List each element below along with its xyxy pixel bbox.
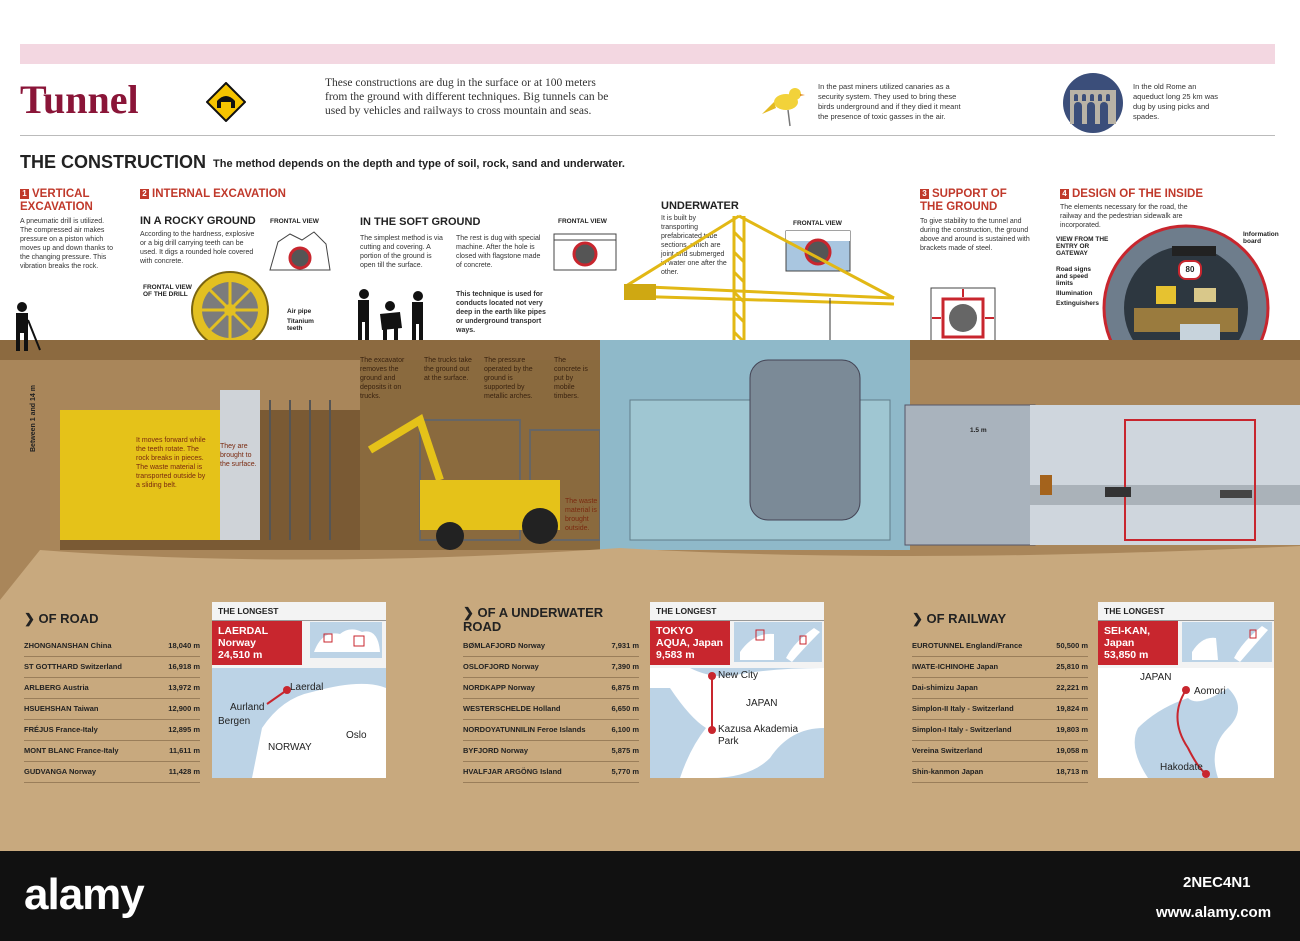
illumination-label: Illumination [1056,290,1093,297]
drill-view-label: FRONTAL VIEW OF THE DRILL [143,284,192,298]
underwater-frontal-label: FRONTAL VIEW [793,220,842,227]
image-id: 2NEC4N1 [1183,874,1251,891]
table-row: NORDOYATUNNILIN Feroe Islands 6,100 m [463,720,639,741]
map-label: New City [718,670,759,681]
pressure-label: The pressure operated by the ground is supported by metallic arches. [484,357,533,400]
step-support [920,188,1030,253]
table-row: Simplon-I Italy - Switzerland 19,803 m [912,720,1088,741]
table-row: HSUEHSHAN Taiwan 12,900 m [24,699,200,720]
soft-text-2: The rest is dug with special machine. After the hole is closed with flagstone made of concrete. [456,235,541,269]
step-number: 3 [920,189,929,199]
waste-label: The waste material is brought outside. [565,498,598,532]
underwater-road-list-title: OF A UNDERWATER ROAD [463,605,604,634]
rocky-title: IN A ROCKY GROUND [140,215,256,227]
drill-head-icon [190,270,270,350]
step-number: 4 [1060,189,1069,199]
railway-longest-panel [1098,602,1274,778]
step-title: INTERNAL EXCAVATION [152,188,286,200]
brought-label: They are brought to the surface. [220,443,257,468]
locator-map [734,622,822,662]
teeth-label: Titanium teeth [287,318,314,332]
table-row: WESTERSCHELDE Holland 6,650 m [463,699,639,720]
longest-box: LAERDAL Norway 24,510 m [212,621,302,665]
road-longest-panel [212,602,386,778]
speed-limit-sign: 80 [1178,260,1202,280]
table-row: ZHONGNANSHAN China 18,040 m [24,636,200,657]
railway-list-title: OF RAILWAY [926,611,1007,626]
step-title: VERTICAL EXCAVATION [20,188,93,213]
map-label: Oslo [346,730,367,741]
air-pipe-label: Air pipe [287,308,312,315]
intro-text: These constructions are dug in the surface or at 100 meters from the ground with different techniques. Big tunnels can be used by vehicles and railways to cross mountain and seas. [325,77,609,117]
crane-icon [622,212,897,350]
rocky-frontal-label: FRONTAL VIEW [270,218,319,225]
road-list: ❯ OF ROAD ZHONGNANSHAN China 18,040 m ST GOTTHARD Switzerland 16,918 m ARLBERG Austria 13,972 m HSUEHSHAN Taiwan 12,900 m FRÉJUS France-Italy 12,895 m MONT BLANC France-Italy 11,611 m GUDVANGA Norway 11,428 m [24,612,200,783]
step-title: SUPPORT OF THE GROUND [920,188,1007,213]
map-label: Hakodate [1160,762,1203,773]
map-label: Aomori [1194,686,1226,697]
road-list-title: OF ROAD [38,611,99,626]
detail-map [1098,668,1274,778]
locator-map [310,622,382,658]
map-label: NORWAY [268,742,312,753]
table-row: BYFJORD Norway 5,875 m [463,741,639,762]
footer-bar [0,851,1300,941]
railway-list: ❯ OF RAILWAY EUROTUNNEL England/France 50,500 m IWATE-ICHINOHE Japan 25,810 m Dai-shimizu Japan 22,221 m Simplon-II Italy - Switzerland 19,824 m Simplon-I Italy - Switzerland 19,803 m Vereina Switzerland 19,058 m Shin-kanmon Japan 18,713 m [912,612,1088,783]
table-row: Vereina Switzerland 19,058 m [912,741,1088,762]
map-label: Laerdal [290,682,324,693]
table-row: OSLOFJORD Norway 7,390 m [463,657,639,678]
map-label: Kazusa Akademia Park [718,724,799,747]
table-row: IWATE-ICHINOHE Japan 25,810 m [912,657,1088,678]
table-row: Simplon-II Italy - Switzerland 19,824 m [912,699,1088,720]
moves-label: It moves forward while the teeth rotate. The rock breaks in pieces. The waste material is transported outside by a sliding belt. [136,437,206,489]
soft-frontal-view [553,228,617,272]
site-url[interactable]: www.alamy.com [1156,904,1272,921]
longest-label: THE LONGEST [650,602,824,621]
map-label: Aurland [230,702,265,713]
workers-icon [350,288,440,344]
table-row: FRÉJUS France-Italy 12,895 m [24,720,200,741]
rocky-frontal-view [268,228,332,272]
step-text: The elements necessary for the road, the railway and the pedestrian sidewalk are incorporated. [1060,204,1188,229]
trucks-label: The trucks take the ground out at the surface. [424,357,472,382]
map-label: Bergen [218,716,251,727]
underwater-title: UNDERWATER [661,200,739,212]
longest-label: THE LONGEST [1098,602,1274,621]
detail-map [212,668,386,778]
table-row: HVALFJAR ARGÖNG Island 5,770 m [463,762,639,783]
divider [20,135,1275,136]
concrete-label: The concrete is put by mobile timbers. [554,357,588,400]
construction-heading: THE CONSTRUCTION [20,152,206,172]
canary-note: In the past miners utilized canaries as a security system. They used to bring these birds underground and if they died it meant the presence of toxic gasses in the air. [818,82,961,121]
info-board-label: Information board [1243,231,1279,245]
miner-icon [12,302,42,352]
underwater-text: It is built by transporting prefabricated tube sections, which are joint and submerged in water one after the other. [661,215,727,276]
step-vertical [20,188,115,271]
soft-text-1: The simplest method is via cutting and covering. A portion of the ground is open till the surface. [360,235,443,269]
map-label: JAPAN [746,698,778,709]
table-row: NORDKAPP Norway 6,875 m [463,678,639,699]
detail-map [650,668,824,778]
tunnel-sign-icon [206,82,246,122]
step-text: A pneumatic drill is utilized. The compressed air makes pressure on a piston which moves up and down thanks to the changing pressure. This vibration breaks the rock. [20,218,114,270]
longest-box: TOKYO AQUA, Japan 9,583 m [650,621,730,665]
map-label: JAPAN [1140,672,1172,683]
width-label: 1.5 m [970,427,987,434]
table-row: ARLBERG Austria 13,972 m [24,678,200,699]
rome-note: In the old Rome an aqueduct long 25 km was dug by using picks and spades. [1133,82,1219,121]
step-number: 2 [140,189,149,199]
excavator-label: The excavator removes the ground and deposits it on trucks. [360,357,405,400]
table-row: EUROTUNNEL England/France 50,500 m [912,636,1088,657]
table-row: Shin-kanmon Japan 18,713 m [912,762,1088,783]
construction-subheading: The method depends on the depth and type of soil, rock, sand and underwater. [213,158,625,170]
step-internal [140,188,286,201]
rocky-text: According to the hardness, explosive or a big drill carrying teeth can be used. It digs a rounded hole covered with concrete. [140,231,255,265]
longest-label: THE LONGEST [212,602,386,621]
step-text: To give stability to the tunnel and during the construction, the ground above and around is sustained with brackets made of steel. [920,218,1030,252]
page-title: Tunnel [20,77,139,122]
canary-icon [760,80,810,130]
table-row: Dai-shimizu Japan 22,221 m [912,678,1088,699]
step-number: 1 [20,189,29,199]
step-title: DESIGN OF THE INSIDE [1072,188,1203,200]
table-row: ST GOTTHARD Switzerland 16,918 m [24,657,200,678]
aqueduct-icon [1062,72,1124,134]
underwater-road-list: ❯ OF A UNDERWATER ROAD BØMLAFJORD Norway 7,931 m OSLOFJORD Norway 7,390 m NORDKAPP Norway 6,875 m WESTERSCHELDE Holland 6,650 m NORDOYATUNNILIN Feroe Islands 6,100 m BYFJORD Norway 5,875 m HVALFJAR ARGÖNG Island 5,770 m [463,606,639,783]
extinguishers-label: Extinguishers [1056,300,1099,307]
road-signs-label: Road signs and speed limits [1056,266,1092,287]
view-label: VIEW FROM THE ENTRY OR GATEWAY [1056,236,1109,257]
support-diagram [930,287,996,347]
underwater-longest-panel [650,602,824,778]
top-band [20,44,1275,64]
table-row: MONT BLANC France-Italy 11,611 m [24,741,200,762]
alamy-logo[interactable]: alamy [24,870,144,919]
table-row: GUDVANGA Norway 11,428 m [24,762,200,783]
longest-box: SEI-KAN, Japan 53,850 m [1098,621,1178,665]
soft-frontal-label: FRONTAL VIEW [558,218,607,225]
table-row: BØMLAFJORD Norway 7,931 m [463,636,639,657]
depth-label: Between 1 and 14 m [30,385,37,452]
locator-map [1182,622,1272,662]
soft-note: This technique is used for conducts located not very deep in the earth like pipes or underground transport ways. [456,291,546,334]
soft-title: IN THE SOFT GROUND [360,216,481,228]
